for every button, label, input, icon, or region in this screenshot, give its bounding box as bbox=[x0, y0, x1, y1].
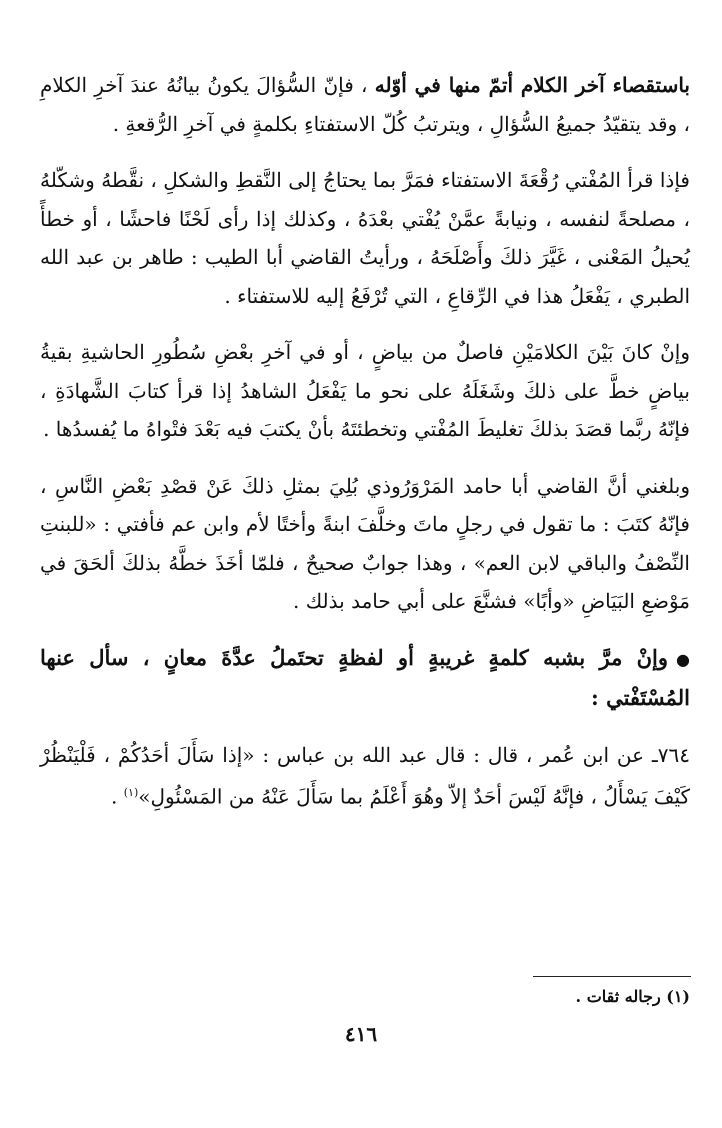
paragraph-1-bold-lead: باستقصاء آخر الكلام أتمّ منها في أوّله bbox=[374, 73, 690, 97]
hadith-end: . bbox=[111, 784, 124, 809]
paragraph-1-text: ، فإنّ السُّؤالَ يكونُ بيانُهُ عندَ آخرِ الكلامِ ، وقد يتقيّدُ جميعُ السُّؤالِ ، ويترتبُ كُلّ الاستفتاءِ بكلمةٍ في آخرِ الرُّقعةِ . bbox=[40, 73, 690, 136]
section-heading bbox=[40, 639, 690, 718]
paragraph-3: وإنْ كانَ بَيْنَ الكلامَيْنِ فاصلٌ من بياضٍ ، أو في آخرِ بعْضِ سُطُورِ الحاشيةِ بقيةُ بياضٍ خطَّ على ذلكَ وشَغَلَهُ على نحو ما يَفْعَلُ الشاهدُ إذا قرأ كتابَ الشَّهادَةِ ، فإنّهُ ربَّما قصَدَ بذلكَ تغليطَ المُفْتي وتخطئتَهُ بأنْ يكتبَ فيه بَعْدَ فتْواهُ ما يُفسدُها . bbox=[40, 340, 690, 441]
hadith-paragraph bbox=[40, 736, 690, 817]
paragraph-1 bbox=[40, 66, 690, 143]
footnote: (١) رجاله ثقات . bbox=[575, 987, 690, 1006]
page-body bbox=[40, 66, 690, 816]
section-heading-text: وإنْ مرَّ بشبه كلمةٍ غريبةٍ أو لفظةٍ تحتَملُ عدَّةَ معانٍ ، سأل عنها المُسْتَفْتي : bbox=[40, 644, 690, 710]
bullet-icon: ● bbox=[676, 649, 690, 669]
paragraph-2: فإذا قرأ المُفْتي رُقْعَةَ الاستفتاء فمَرَّ بما يحتاجُ إلى النَّقطِ والشكلِ ، نقَّطهُ وشكّلهُ ، مصلحةً لنفسه ، ونيابةً عمَّنْ يُفْتي بعْدَهُ ، وكذلك إذا رأى لَحْنًا فاحشًا ، أو خطأً يُحيلُ المَعْنى ، غَيَّرَ ذلكَ وأَصْلَحَهُ ، ورأيتُ القاضي أبا الطيب : طاهر بن عبد الله الطبري ، يَفْعَلُ هذا في الرِّقاعِ ، التي تُرْفَعُ إليه للاستفتاء . bbox=[40, 168, 690, 308]
hadith-text: ٧٦٤ـ عن ابن عُمر ، قال : قال عبد الله بن عباس : «إذا سَأَلَ أحَدُكُمْ ، فَلْيَنْظُرْ كَيْفَ يَسْأَلُ ، فإنَّهُ لَيْسَ أحَدٌ إلاّ وهُوَ أَعْلَمُ بما سَأَلَ عَنْهُ من المَسْئُولِ» bbox=[40, 742, 690, 809]
footnote-reference: (١) bbox=[123, 786, 139, 799]
page-number: ٤١٦ bbox=[344, 1022, 378, 1046]
footnote-divider bbox=[533, 976, 691, 977]
paragraph-4: وبلغني أنَّ القاضي أبا حامد المَرْوَرُوذي بُلِيَ بمثلِ ذلكَ عَنْ قصْدِ بَعْضِ النَّاسِ ، فإنّهُ كتَبَ : ما تقول في رجلٍ ماتَ وخلَّفَ ابنةً وأختًا لأم وابن عم فأفتي : «للبنتِ النِّصْفُ والباقي لابن العم» ، وهذا جوابٌ صحيحٌ ، فلمّا أخَذَ خطَّهُ بذلكَ ألحَقَ في مَوْضعِ البَيَاضِ «وأبًا» فشنَّعَ على أبي حامد بذلك . bbox=[40, 473, 690, 613]
